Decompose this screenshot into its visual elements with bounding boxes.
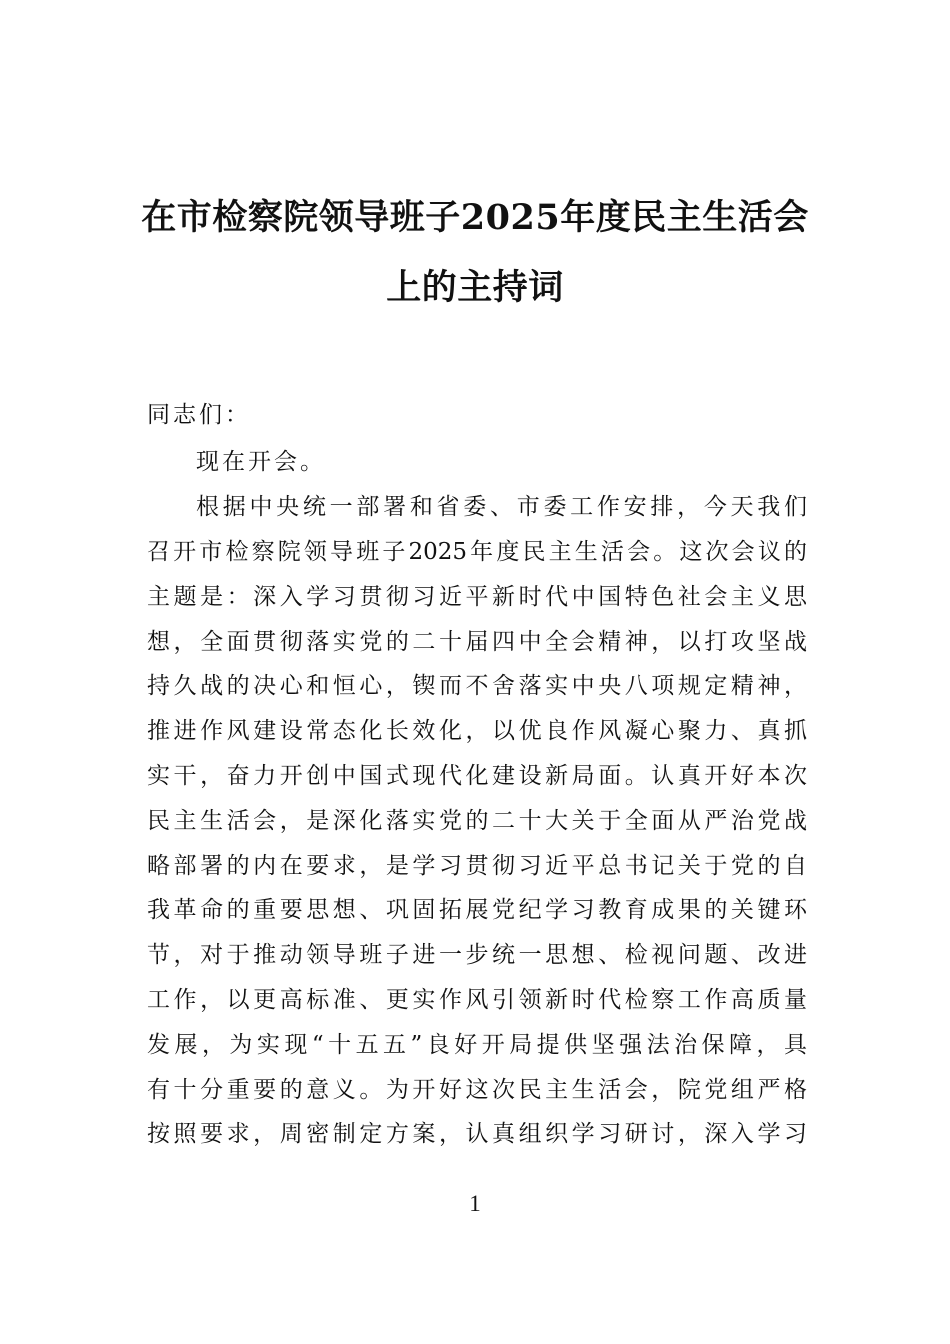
salutation: 同志们：	[147, 402, 251, 428]
paragraph-line: 按照要求，周密制定方案，认真组织学习研讨，深入学习	[147, 1121, 807, 1147]
paragraph-line: 有十分重要的意义。为开好这次民主生活会，院党组严格	[147, 1077, 807, 1103]
paragraph-line: 根据中央统一部署和省委、市委工作安排，今天我们	[196, 494, 807, 520]
page-number: 1	[469, 1191, 481, 1216]
paragraph-line: 实干，奋力开创中国式现代化建设新局面。认真开好本次	[147, 763, 807, 789]
paragraph-line: 召开市检察院领导班子2025年度民主生活会。这次会议的	[147, 539, 807, 565]
paragraph-line: 民主生活会，是深化落实党的二十大关于全面从严治党战	[147, 808, 807, 834]
opening-sentence: 现在开会。	[196, 449, 326, 475]
paragraph-line: 持久战的决心和恒心，锲而不舍落实中央八项规定精神，	[147, 673, 807, 699]
document-title-line-1: 在市检察院领导班子2025年度民主生活会	[141, 197, 809, 238]
paragraph-line: 想，全面贯彻落实党的二十届四中全会精神，以打攻坚战	[147, 629, 807, 655]
paragraph-line: 略部署的内在要求，是学习贯彻习近平总书记关于党的自	[147, 853, 807, 879]
paragraph-line: 推进作风建设常态化长效化，以优良作风凝心聚力、真抓	[147, 718, 807, 744]
document-title-line-2: 上的主持词	[386, 267, 564, 308]
paragraph-line: 我革命的重要思想、巩固拓展党纪学习教育成果的关键环	[147, 897, 807, 923]
paragraph-line: 节，对于推动领导班子进一步统一思想、检视问题、改进	[147, 942, 807, 968]
paragraph-line: 工作，以更高标准、更实作风引领新时代检察工作高质量	[147, 987, 807, 1013]
paragraph-line: 发展，为实现“十五五”良好开局提供坚强法治保障，具	[147, 1032, 807, 1058]
paragraph-line: 主题是：深入学习贯彻习近平新时代中国特色社会主义思	[147, 584, 807, 610]
